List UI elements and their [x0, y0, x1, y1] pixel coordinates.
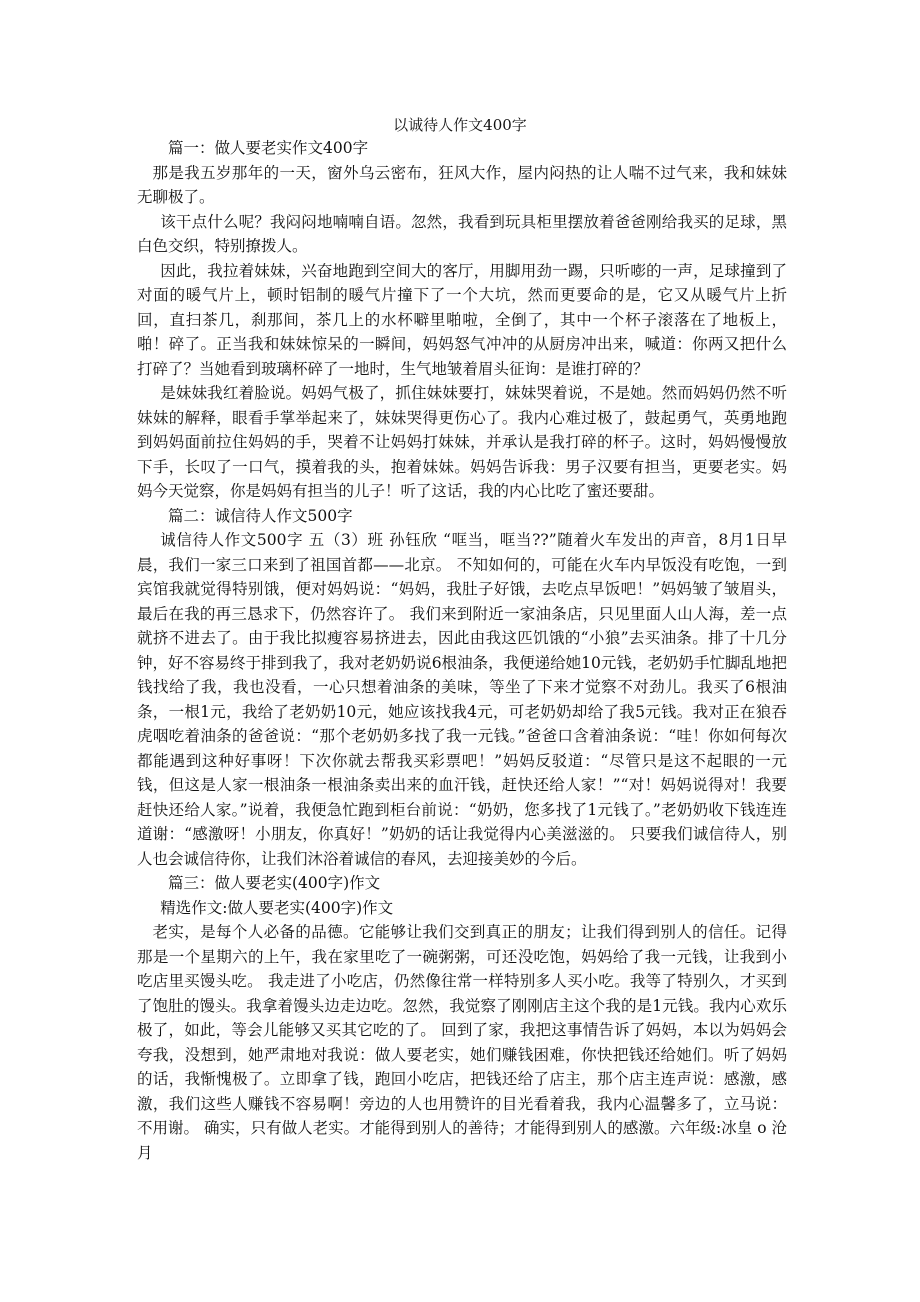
section-heading: 篇一：做人要老实作文400字 [168, 139, 369, 157]
paragraph: 那是我五岁那年的一天，窗外乌云密布，狂风大作，屋内闷热的让人喘不过气来，我和妹妹无聊极了。 [137, 163, 787, 206]
paragraph: 是妹妹我红着脸说。妈妈气极了，抓住妹妹要打，妹妹哭着说，不是她。然而妈妈仍然不听妹妹的解释，眼看手掌举起来了，妹妹哭得更伤心了。我内心难过极了，鼓起勇气，英勇地跑到妈妈面前拉住妈妈的手，哭着不让妈妈打妹妹，并承认是我打碎的杯子。这时，妈妈慢慢放下手，长叹了一口气，摸着我的头，抱着妹妹。妈妈告诉我：男子汉要有担当，更要老实。妈妈今天觉察，你是妈妈有担当的儿子！听了这话，我的内心比吃了蜜还要甜。 [137, 384, 787, 500]
document-title: 以诚待人作文400字 [393, 116, 527, 134]
section-heading: 篇三：做人要老实(400字)作文 [168, 874, 381, 892]
paragraph: 诚信待人作文500字 五（3）班 孙钰欣 “哐当，哐当??”随着火车发出的声音，8月1日早晨，我们一家三口来到了祖国首都——北京。 不知如何的，可能在火车内早饭没有吃饱，一到宾馆我就觉得特别饿，便对妈妈说：“妈妈，我肚子好饿，去吃点早饭吧！”妈妈皱了皱眉头，最后在我的再三恳求下，仍然容许了。 我们来到附近一家油条店，只见里面人山人海，差一点就挤不进去了。由于我比拟瘦容易挤进去，因此由我这匹饥饿的“小狼”去买油条。排了十几分钟，好不容易终于排到我了，我对老奶奶说6根油条，我便递给她10元钱，老奶奶手忙脚乱地把钱找给了我，我也没看，一心只想着油条的美味，等坐了下来才觉察不对劲儿。我买了6根油条，一根1元，我给了老奶奶10元，她应该找我4元，可老奶奶却给了我5元钱。我对正在狼吞虎咽吃着油条的爸爸说：“那个老奶奶多找了我一元钱。”爸爸口含着油条说：“哇！你如何每次都能遇到这种好事呀！下次你就去帮我买彩票吧！”妈妈反驳道：“尽管只是这不起眼的一元钱，但这是人家一根油条一根油条卖出来的血汗钱，赶快还给人家！”“对！妈妈说得对！我要赶快还给人家。”说着，我便急忙跑到柜台前说：“奶奶，您多找了1元钱了。”老奶奶收下钱连连道谢：“感激呀！小朋友，你真好！”奶奶的话让我觉得内心美滋滋的。 只要我们诚信待人，别人也会诚信待你，让我们沐浴着诚信的春风，去迎接美妙的今后。 [137, 531, 787, 868]
paragraph: 因此，我拉着妹妹，兴奋地跑到空间大的客厅，用脚用劲一踢，只听嘭的一声，足球撞到了对面的暖气片上，顿时铝制的暖气片撞下了一个大坑，然而更要命的是，它又从暖气片上折回，直扫茶几，刹那间，茶几上的水杯噼里啪啦，全倒了，其中一个杯子滚落在了地板上，啪！碎了。正当我和妹妹惊呆的一瞬间，妈妈怒气冲冲的从厨房冲出来，喊道：你两又把什么打碎了？当她看到玻璃杯碎了一地时，生气地皱着眉头征询：是谁打碎的？ [137, 261, 787, 378]
paragraph: 老实，是每个人必备的品德。它能够让我们交到真正的朋友；让我们得到别人的信任。记得那是一个星期六的上午，我在家里吃了一碗粥粥，可还没吃饱，妈妈给了我一元钱，让我到小吃店里买馒头吃。 我走进了小吃店，仍然像往常一样特别多人买小吃。我等了特别久，才买到了饱肚的馒头。我拿着馒头边走边吃。忽然，我觉察了刚刚店主这个我的是1元钱。我内心欢乐极了，如此，等会儿能够又买其它吃的了。 回到了家，我把这事情告诉了妈妈，本以为妈妈会夸我，没想到，她严肃地对我说：做人要老实，她们赚钱困难，你快把钱还给她们。听了妈妈的话，我惭愧极了。立即拿了钱，跑回小吃店，把钱还给了店主，那个店主连声说：感激，感激，我们这些人赚钱不容易啊！旁边的人也用赞许的目光看着我，我内心温馨多了，立马说：不用谢。 确实，只有做人老实。才能得到别人的善待；才能得到别人的感激。六年级:冰皇 o 沧月 [137, 923, 787, 1162]
section-subheading: 精选作文:做人要老实(400字)作文 [160, 898, 394, 917]
section-heading: 篇二：诚信待人作文500字 [168, 506, 353, 525]
document-body [137, 136, 787, 1165]
paragraph: 该干点什么呢？我闷闷地喃喃自语。忽然，我看到玩具柜里摆放着爸爸刚给我买的足球，黑白色交织，特别撩拨人。 [137, 212, 787, 255]
